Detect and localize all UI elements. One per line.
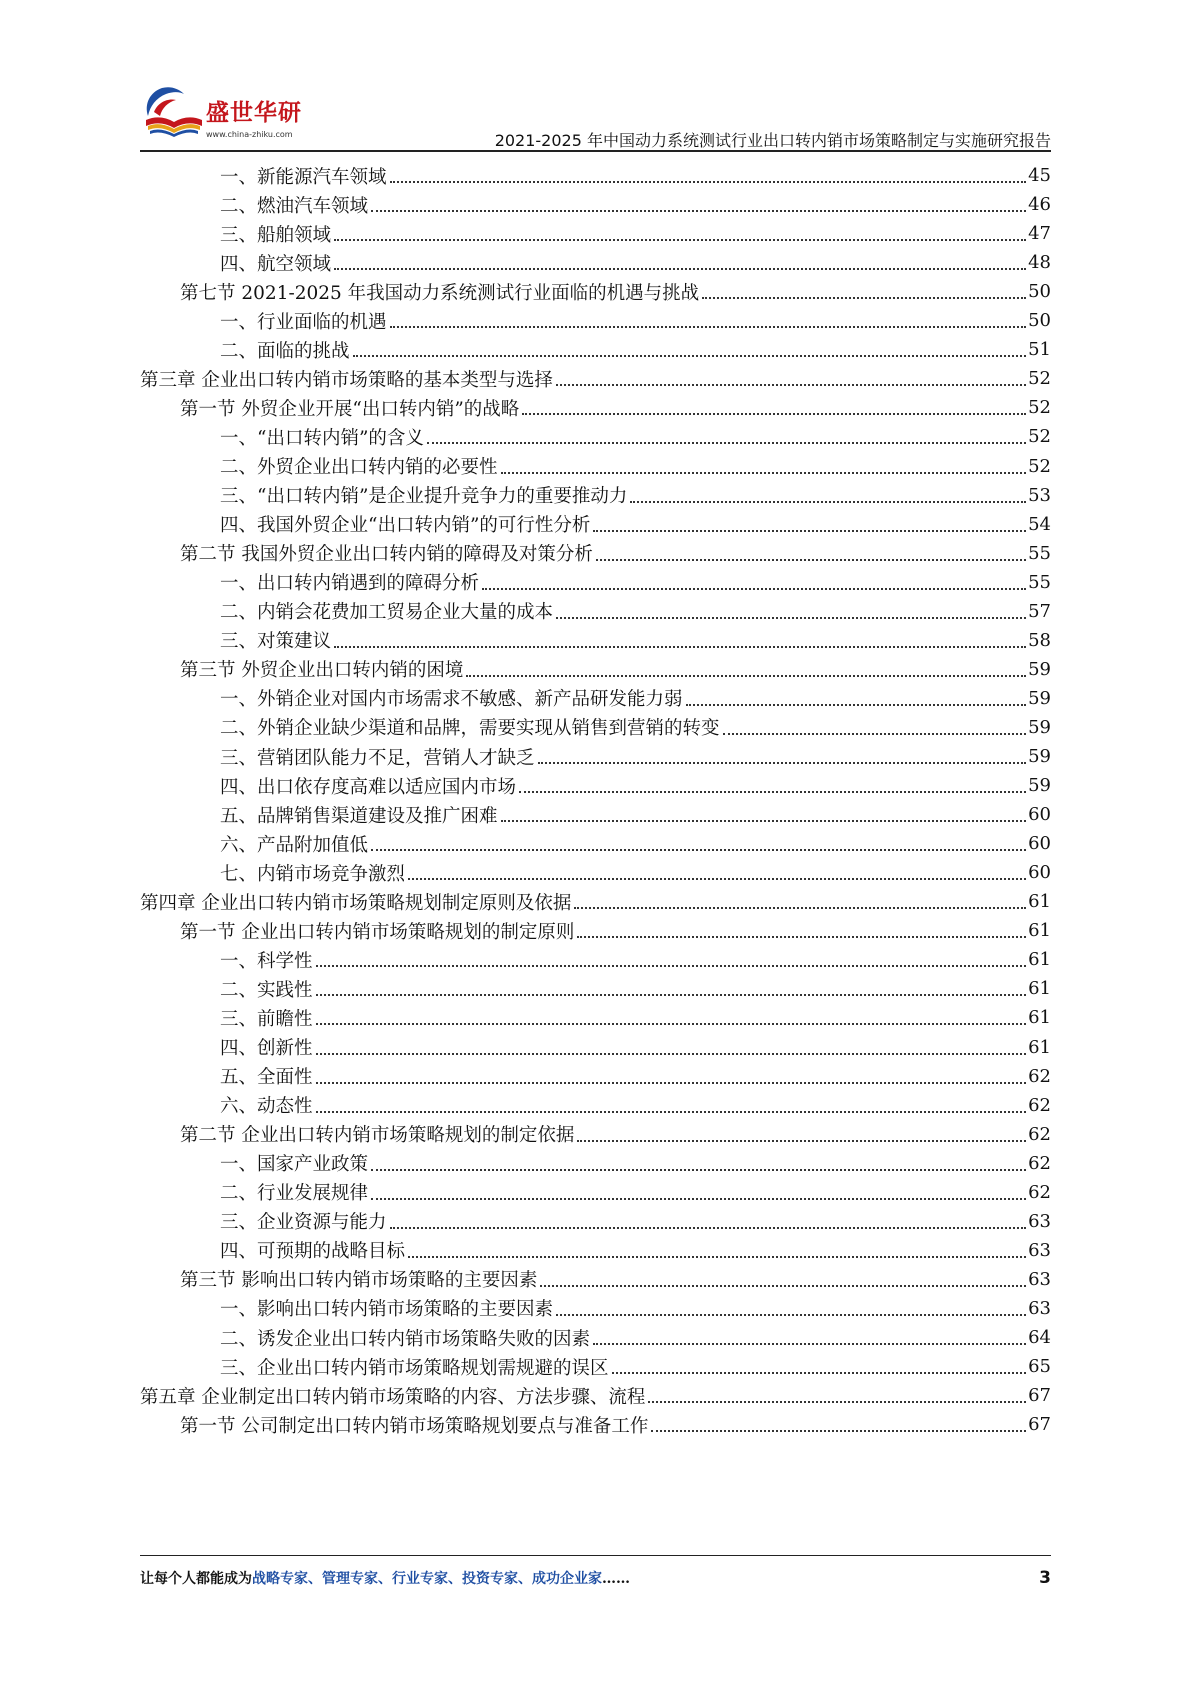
toc-entry[interactable] — [220, 1032, 1051, 1063]
toc-entry-page: 50 — [1028, 281, 1051, 303]
toc-entry-label: 第一节 外贸企业开展“出口转内销”的战略 — [180, 398, 520, 420]
toc-entry[interactable] — [220, 451, 1051, 482]
toc-entry-label: 二、面临的挑战 — [220, 340, 350, 362]
toc-leader-dots — [371, 1168, 1026, 1171]
toc-entry[interactable] — [220, 421, 1051, 452]
toc-entry[interactable] — [220, 1206, 1051, 1237]
toc-entry[interactable] — [220, 625, 1051, 656]
toc-entry-page: 52 — [1028, 397, 1051, 419]
toc-entry-page: 61 — [1028, 891, 1051, 913]
toc-entry-page: 60 — [1028, 833, 1051, 855]
footer-slogan-prefix: 让每个人都能成为 — [140, 1571, 252, 1587]
toc-entry-page: 59 — [1028, 716, 1051, 738]
toc-leader-dots — [612, 1371, 1027, 1374]
toc-entry[interactable] — [220, 828, 1051, 859]
toc-leader-dots — [519, 790, 1026, 793]
toc-entry[interactable] — [220, 334, 1051, 365]
toc-entry-label: 第二节 企业出口转内销市场策略规划的制定依据 — [180, 1125, 575, 1147]
toc-entry-page: 63 — [1028, 1239, 1051, 1261]
footer-slogan-highlight: 战略专家、管理专家、行业专家、投资专家、成功企业家 — [252, 1571, 602, 1587]
toc-entry-page: 54 — [1028, 513, 1051, 535]
toc-leader-dots — [522, 412, 1026, 415]
toc-leader-dots — [390, 1226, 1027, 1229]
toc-entry-label: 六、动态性 — [220, 1096, 313, 1118]
toc-entry-label: 一、影响出口转内销市场策略的主要因素 — [220, 1299, 554, 1321]
toc-entry[interactable] — [220, 944, 1051, 975]
toc-entry-label: 第七节 2021-2025 年我国动力系统测试行业面临的机遇与挑战 — [180, 282, 700, 304]
toc-entry[interactable] — [140, 886, 1051, 917]
toc-entry-page: 64 — [1028, 1327, 1051, 1348]
toc-entry-page: 67 — [1028, 1385, 1051, 1407]
toc-leader-dots — [501, 819, 1027, 822]
toc-entry-page: 63 — [1028, 1297, 1051, 1319]
toc-entry[interactable] — [220, 770, 1051, 801]
toc-entry-page: 67 — [1028, 1414, 1051, 1436]
toc-leader-dots — [651, 1429, 1026, 1432]
toc-leader-dots — [390, 180, 1027, 183]
brand-url: www.china-zhiku.com — [206, 130, 293, 139]
toc-entry[interactable] — [180, 1264, 1051, 1295]
toc-leader-dots — [316, 1081, 1027, 1084]
toc-leader-dots — [556, 383, 1026, 386]
toc-entry[interactable] — [180, 915, 1051, 946]
toc-entry-page: 62 — [1028, 1181, 1051, 1203]
toc-entry-page: 52 — [1028, 455, 1051, 477]
toc-entry-label: 二、实践性 — [220, 979, 313, 1001]
toc-leader-dots — [702, 296, 1026, 299]
toc-entry-page: 61 — [1028, 920, 1051, 942]
toc-leader-dots — [371, 1197, 1026, 1200]
toc-entry-label: 四、航空领域 — [220, 253, 332, 275]
toc-entry[interactable] — [220, 857, 1051, 888]
toc-entry-label: 五、品牌销售渠道建设及推广困难 — [220, 805, 498, 827]
toc-entry[interactable] — [220, 305, 1051, 336]
toc-entry[interactable] — [220, 712, 1051, 743]
footer-divider — [140, 1555, 1051, 1556]
toc-leader-dots — [630, 500, 1026, 503]
toc-entry-label: 第四章 企业出口转内销市场策略规划制定原则及依据 — [140, 892, 572, 914]
toc-entry-label: 三、营销团队能力不足，营销人才缺乏 — [220, 747, 535, 769]
toc-entry-label: 一、外销企业对国内市场需求不敏感、新产品研发能力弱 — [220, 689, 683, 711]
toc-entry-label: 四、出口依存度高难以适应国内市场 — [220, 776, 517, 798]
toc-entry[interactable] — [220, 1061, 1051, 1092]
page-footer — [140, 1568, 1051, 1598]
toc-leader-dots — [540, 1284, 1026, 1287]
toc-entry[interactable] — [220, 189, 1051, 220]
toc-entry-page: 59 — [1028, 746, 1051, 767]
toc-leader-dots — [686, 703, 1027, 706]
toc-entry[interactable] — [220, 799, 1051, 830]
toc-leader-dots — [538, 761, 1027, 764]
toc-leader-dots — [556, 1313, 1026, 1316]
toc-leader-dots — [390, 325, 1027, 328]
toc-entry[interactable] — [220, 741, 1051, 772]
toc-entry-page: 52 — [1028, 426, 1051, 448]
toc-leader-dots — [316, 993, 1027, 996]
footer-slogan-suffix: …… — [602, 1571, 630, 1587]
toc-entry-label: 二、外销企业缺少渠道和品牌，需要实现从销售到营销的转变 — [220, 718, 720, 740]
toc-entry-label: 第五章 企业制定出口转内销市场策略的内容、方法步骤、流程 — [140, 1386, 646, 1408]
toc-entry-label: 二、诱发企业出口转内销市场策略失败的因素 — [220, 1328, 591, 1350]
toc-entry-label: 三、企业出口转内销市场策略规划需规避的误区 — [220, 1357, 609, 1379]
toc-leader-dots — [371, 209, 1026, 212]
toc-entry[interactable] — [180, 1409, 1051, 1440]
toc-entry-label: 二、燃油汽车领域 — [220, 195, 369, 217]
page-header — [0, 0, 1191, 150]
toc-leader-dots — [593, 529, 1026, 532]
toc-entry[interactable] — [220, 1002, 1051, 1033]
toc-leader-dots — [501, 471, 1027, 474]
toc-entry[interactable] — [220, 509, 1051, 540]
toc-entry-label: 三、对策建议 — [220, 631, 332, 653]
toc-leader-dots — [316, 964, 1027, 967]
toc-entry-page: 61 — [1028, 978, 1051, 1000]
toc-leader-dots — [316, 1052, 1027, 1055]
toc-entry-page: 62 — [1028, 1152, 1051, 1174]
toc-entry-label: 第一节 公司制定出口转内销市场策略规划要点与准备工作 — [180, 1415, 649, 1437]
toc-entry-page: 61 — [1028, 949, 1051, 971]
toc-leader-dots — [408, 877, 1026, 880]
toc-entry-page: 52 — [1028, 368, 1051, 390]
toc-leader-dots — [316, 1022, 1027, 1025]
page-number: 3 — [1039, 1568, 1051, 1588]
header-divider — [140, 150, 1051, 152]
toc-entry-page: 47 — [1028, 223, 1051, 245]
toc-entry-page: 62 — [1028, 1123, 1051, 1145]
toc-entry[interactable] — [220, 683, 1051, 714]
toc-entry[interactable] — [180, 538, 1051, 569]
toc-leader-dots — [408, 1255, 1026, 1258]
toc-entry-label: 第一节 企业出口转内销市场策略规划的制定原则 — [180, 921, 575, 943]
toc-entry-page: 62 — [1028, 1065, 1051, 1087]
toc-leader-dots — [723, 732, 1027, 735]
brand-name: 盛世华研 — [206, 100, 302, 126]
toc-leader-dots — [593, 1342, 1026, 1345]
toc-entry-page: 65 — [1028, 1356, 1051, 1378]
toc-leader-dots — [596, 558, 1026, 561]
toc-leader-dots — [353, 354, 1027, 357]
toc-entry[interactable] — [220, 1177, 1051, 1208]
toc-entry-label: 四、可预期的战略目标 — [220, 1241, 406, 1263]
toc-entry-page: 57 — [1028, 600, 1051, 622]
toc-leader-dots — [648, 1400, 1026, 1403]
toc-entry-page: 50 — [1028, 310, 1051, 332]
toc-entry[interactable] — [220, 247, 1051, 278]
toc-leader-dots — [427, 441, 1026, 444]
toc-entry-page: 45 — [1028, 165, 1051, 186]
toc-entry-page: 59 — [1028, 658, 1051, 680]
toc-entry-label: 五、全面性 — [220, 1067, 313, 1089]
toc-entry-label: 第三章 企业出口转内销市场策略的基本类型与选择 — [140, 369, 553, 391]
brand-logo — [140, 82, 320, 152]
toc-entry-label: 三、“出口转内销”是企业提升竞争力的重要推动力 — [220, 486, 628, 508]
toc-entry[interactable] — [220, 973, 1051, 1004]
toc-entry-page: 55 — [1028, 542, 1051, 564]
toc-leader-dots — [556, 616, 1026, 619]
toc-entry-page: 60 — [1028, 804, 1051, 826]
toc-leader-dots — [482, 587, 1026, 590]
toc-entry-label: 一、“出口转内销”的含义 — [220, 427, 424, 449]
toc-entry[interactable] — [180, 654, 1051, 685]
open-book-logo-icon — [140, 82, 210, 144]
toc-entry[interactable] — [220, 1322, 1051, 1353]
toc-entry[interactable] — [220, 1293, 1051, 1324]
toc-entry-label: 四、我国外贸企业“出口转内销”的可行性分析 — [220, 515, 591, 537]
toc-entry-label: 四、创新性 — [220, 1038, 313, 1059]
toc-entry-page: 59 — [1028, 687, 1051, 709]
toc-leader-dots — [334, 645, 1026, 648]
toc-entry[interactable] — [220, 1235, 1051, 1266]
toc-entry-label: 一、国家产业政策 — [220, 1154, 369, 1176]
toc-entry-page: 61 — [1028, 1007, 1051, 1029]
toc-leader-dots — [334, 238, 1026, 241]
toc-entry-page: 63 — [1028, 1210, 1051, 1232]
toc-entry-page: 60 — [1028, 862, 1051, 884]
toc-entry-label: 第二节 我国外贸企业出口转内销的障碍及对策分析 — [180, 544, 593, 566]
toc-entry-page: 55 — [1028, 571, 1051, 593]
toc-entry-page: 48 — [1028, 252, 1051, 274]
report-title: 2021-2025 年中国动力系统测试行业出口转内销市场策略制定与实施研究报告 — [494, 131, 1051, 150]
toc-entry-page: 61 — [1028, 1036, 1051, 1058]
toc-entry-label: 三、企业资源与能力 — [220, 1212, 387, 1234]
toc-entry-label: 一、科学性 — [220, 950, 313, 972]
toc-entry-label: 三、船舶领域 — [220, 224, 332, 246]
toc-entry[interactable] — [180, 276, 1051, 307]
toc-entry-page: 46 — [1028, 194, 1051, 216]
toc-entry[interactable] — [220, 160, 1051, 191]
toc-entry-page: 51 — [1028, 339, 1051, 361]
toc-entry[interactable] — [220, 218, 1051, 249]
toc-leader-dots — [316, 1110, 1027, 1113]
toc-entry-label: 二、行业发展规律 — [220, 1183, 369, 1205]
toc-entry-page: 59 — [1028, 775, 1051, 797]
toc-leader-dots — [466, 674, 1026, 677]
toc-leader-dots — [334, 267, 1026, 270]
toc-entry-label: 第三节 外贸企业出口转内销的困境 — [180, 660, 464, 682]
toc-entry-label: 一、新能源汽车领域 — [220, 166, 387, 188]
toc-entry-page: 62 — [1028, 1094, 1051, 1116]
toc-leader-dots — [574, 906, 1026, 909]
toc-entry[interactable] — [180, 392, 1051, 423]
toc-entry-page: 63 — [1028, 1268, 1051, 1290]
toc-entry[interactable] — [140, 1380, 1051, 1411]
toc-entry[interactable] — [220, 1090, 1051, 1121]
toc-entry[interactable] — [220, 480, 1051, 511]
toc-entry-page: 53 — [1028, 484, 1051, 506]
toc-entry-label: 三、前瞻性 — [220, 1008, 313, 1030]
toc-leader-dots — [577, 935, 1026, 938]
toc-leader-dots — [371, 848, 1026, 851]
toc-entry-label: 第三节 影响出口转内销市场策略的主要因素 — [180, 1270, 538, 1292]
toc-entry-label: 二、内销会花费加工贸易企业大量的成本 — [220, 602, 554, 624]
toc-entry-label: 一、出口转内销遇到的障碍分析 — [220, 573, 480, 595]
toc-entry[interactable] — [220, 567, 1051, 598]
toc-entry-label: 一、行业面临的机遇 — [220, 311, 387, 333]
toc-entry[interactable] — [180, 1119, 1051, 1150]
toc-entry-label: 七、内销市场竞争激烈 — [220, 863, 406, 885]
toc-entry-label: 六、产品附加值低 — [220, 834, 369, 856]
toc-entry-label: 二、外贸企业出口转内销的必要性 — [220, 457, 498, 478]
toc-entry[interactable] — [220, 596, 1051, 627]
toc-entry[interactable] — [140, 363, 1051, 394]
toc-leader-dots — [577, 1139, 1026, 1142]
toc-entry[interactable] — [220, 1148, 1051, 1179]
toc-entry-page: 58 — [1028, 629, 1051, 651]
toc-entry[interactable] — [220, 1351, 1051, 1382]
